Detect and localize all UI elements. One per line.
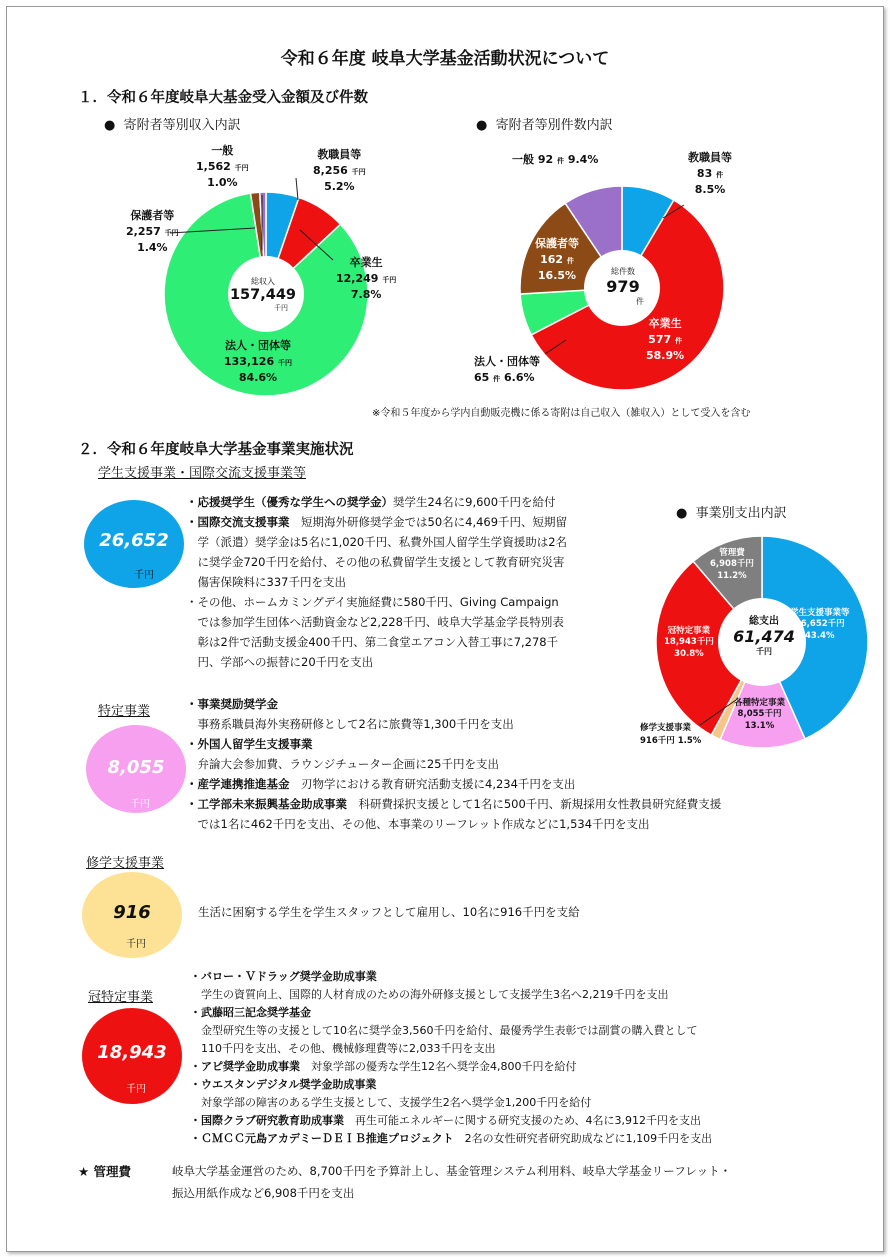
kanri-description bbox=[172, 1160, 731, 1204]
description-line bbox=[190, 1076, 712, 1094]
description-line bbox=[186, 714, 721, 734]
count-label-hogosha: 保護者等 162 件 16.5% bbox=[535, 237, 579, 282]
description-line bbox=[186, 694, 721, 714]
income-label-kyoshoku: 教職員等 8,256 千円 5.2% bbox=[313, 148, 366, 193]
center-unit: 件 bbox=[636, 297, 644, 306]
center-value: 61,474 bbox=[733, 627, 795, 646]
item-text: 円、学部への振替に20千円を支出 bbox=[186, 655, 374, 669]
description-line bbox=[190, 1130, 712, 1148]
description-line bbox=[186, 512, 567, 532]
description-line bbox=[186, 552, 567, 572]
item-text: 対象学部の優秀な学生12名へ奨学金4,800千円を給付 bbox=[300, 1060, 577, 1073]
item-text: 短期海外研修奨学金では50名に4,469千円、短期留 bbox=[289, 515, 568, 529]
item-title: ・国際交流支援事業 bbox=[186, 515, 290, 529]
income-label-sotsugyo: 卒業生 12,249 千円 7.8% bbox=[336, 256, 397, 301]
item-title: ・ＣＭＣＣ元島アカデミーＤＥＩＢ推進プロジェクト bbox=[190, 1132, 454, 1145]
shugaku-heading: 修学支援事業 bbox=[86, 856, 165, 871]
page-title: 令和６年度 岐阜大学基金活動状況について bbox=[280, 49, 610, 69]
item-text: 彰は2件で活動支援金400千円、第二食堂エアコン入替工事に7,278千 bbox=[186, 635, 559, 649]
income-label-hojin: 法人・団体等 133,126 千円 84.6% bbox=[224, 339, 292, 384]
amount-value: 916 bbox=[113, 902, 151, 923]
item-text: 事務系職員海外実務研修として2名に旅費等1,300千円を支出 bbox=[186, 717, 514, 731]
item-text: 科研費採択支援として1名に500千円、新規採用女性教員研究経費支援 bbox=[347, 797, 722, 811]
center-label: 総収入 bbox=[251, 277, 275, 286]
description-line bbox=[186, 572, 567, 592]
description-line bbox=[186, 652, 567, 672]
description-line bbox=[186, 532, 567, 552]
expense-label-kanmuri: 冠特定事業 18,943千円 30.8% bbox=[664, 626, 714, 659]
description-line bbox=[190, 1058, 712, 1076]
kanmuri-amount-circle bbox=[82, 1008, 182, 1104]
description-line bbox=[190, 986, 712, 1004]
amount-unit: 千円 bbox=[130, 799, 150, 810]
count-pie-center bbox=[590, 266, 656, 307]
center-label: 総件数 bbox=[611, 267, 635, 276]
kanri-line: 振込用紙作成など6,908千円を支出 bbox=[172, 1186, 355, 1200]
item-text: に奨学金720千円を給付、その他の私費留学生支援として教育研究災害 bbox=[186, 555, 565, 569]
kanmuri-description bbox=[190, 968, 712, 1148]
shugaku-amount-circle bbox=[82, 872, 182, 958]
item-title: ・武藤昭三記念奨学基金 bbox=[190, 1006, 311, 1019]
item-title: ・アピ奨学金助成事業 bbox=[190, 1060, 300, 1073]
gakusei-heading: 学生支援事業・国際交流支援事業等 bbox=[98, 466, 307, 481]
item-title: ・バロー・Ｖドラッグ奨学金助成事業 bbox=[190, 970, 377, 983]
item-title: ・産学連携推進基金 bbox=[186, 777, 290, 791]
section1-note: ※令和５年度から学内自動販売機に係る寄附は自己収入（雑収入）として受入を含む bbox=[372, 408, 751, 419]
center-value: 157,449 bbox=[229, 287, 297, 303]
item-text: 2名の女性研究者研究助成などに1,109千円を支出 bbox=[453, 1132, 713, 1145]
description-line bbox=[186, 794, 721, 814]
item-text: 傷害保険料に337千円を支出 bbox=[186, 575, 346, 589]
center-value: 979 bbox=[606, 277, 640, 296]
amount-value: 8,055 bbox=[107, 757, 165, 778]
expense-pie-caption: ● 事業別支出内訳 bbox=[676, 506, 787, 521]
description-line bbox=[190, 968, 712, 986]
item-text: 奨学生24名に9,600千円を給付 bbox=[393, 495, 556, 509]
item-text: 110千円を支出、その他、機械修理費等に2,033千円を支出 bbox=[190, 1042, 496, 1055]
section1-heading: １．令和６年度岐阜大基金受入金額及び件数 bbox=[78, 90, 368, 106]
center-unit: 千円 bbox=[756, 647, 772, 656]
item-text: 学生の資質向上、国際的人材育成のための海外研修支援として支援学生3名へ2,219千円を支出 bbox=[190, 988, 669, 1001]
center-label: 総支出 bbox=[749, 616, 779, 627]
expense-label-shugaku: 修学支援事業 916千円 1.5% bbox=[640, 723, 702, 746]
tokutei-description bbox=[186, 694, 721, 834]
amount-unit: 千円 bbox=[126, 939, 146, 950]
item-title: ・ウエスタンデジタル奨学金助成事業 bbox=[190, 1078, 377, 1091]
item-text: 再生可能エネルギーに関する研究支援のため、4名に3,912千円を支出 bbox=[344, 1114, 702, 1127]
amount-unit: 千円 bbox=[134, 570, 154, 581]
description-line bbox=[190, 1112, 712, 1130]
amount-value: 26,652 bbox=[99, 530, 169, 551]
kanri-line: 岐阜大学基金運営のため、8,700千円を予算計上し、基金管理システム利用料、岐阜大学基金リーフレット・ bbox=[172, 1164, 732, 1178]
description-line bbox=[190, 1022, 712, 1040]
item-title: ・国際クラブ研究教育助成事業 bbox=[190, 1114, 344, 1127]
expense-label-kanri: 管理費 6,908千円 11.2% bbox=[710, 548, 754, 581]
description-line bbox=[186, 612, 567, 632]
income-label-hogosha: 保護者等 2,257 千円 1.4% bbox=[126, 209, 179, 254]
kanmuri-heading: 冠特定事業 bbox=[88, 990, 154, 1005]
item-text: では1名に462千円を支出、その他、本事業のリーフレット作成などに1,534千円を支出 bbox=[186, 817, 650, 831]
income-label-ippan: 一般 1,562 千円 1.0% bbox=[196, 144, 249, 189]
description-line bbox=[186, 734, 721, 754]
shugaku-description: 生活に困窮する学生を学生スタッフとして雇用し、10名に916千円を支給 bbox=[198, 905, 580, 919]
section2-heading: ２．令和６年度岐阜大学基金事業実施状況 bbox=[78, 442, 354, 458]
description-line bbox=[186, 814, 721, 834]
count-pie-caption: ● 寄附者等別件数内訳 bbox=[476, 118, 613, 133]
income-pie-center bbox=[226, 276, 300, 313]
kanri-heading: ★ 管理費 bbox=[78, 1164, 132, 1179]
item-title: ・事業奨励奨学金 bbox=[186, 697, 278, 711]
income-pie-caption: ● 寄附者等別収入内訳 bbox=[104, 118, 241, 133]
description-line bbox=[190, 1004, 712, 1022]
item-text: 弁論大会参加費、ラウンジチューター企画に25千円を支出 bbox=[186, 757, 499, 771]
description-line bbox=[190, 1094, 712, 1112]
description-line bbox=[186, 492, 567, 512]
description-line bbox=[186, 592, 567, 612]
tokutei-amount-circle bbox=[86, 725, 186, 813]
description-line bbox=[186, 774, 721, 794]
item-title: ・工学部未来振興基金助成事業 bbox=[186, 797, 347, 811]
center-unit: 千円 bbox=[274, 304, 288, 312]
item-text: 学（派遣）奨学金は5名に1,020千円、私費外国人留学生学資援助は2名 bbox=[186, 535, 568, 549]
count-label-kyoshoku: 教職員等 83 件 8.5% bbox=[688, 151, 732, 196]
gakusei-description bbox=[186, 492, 567, 672]
item-text: 金型研究生等の支援として10名に奨学金3,560千円を給付、最優秀学生表彰では副賞の購入費として bbox=[190, 1024, 698, 1037]
count-label-ippan: 一般 92 件 9.4% bbox=[512, 153, 599, 166]
item-title: ・応援奨学生（優秀な学生への奨学金） bbox=[186, 495, 393, 509]
item-text: では参加学生団体へ活動資金など2,228千円、岐阜大学基金学長特別表 bbox=[186, 615, 564, 629]
item-text: 対象学部の障害のある学生支援として、支援学生2名へ奨学金1,200千円を給付 bbox=[190, 1096, 592, 1109]
count-label-sotsugyo: 卒業生 577 件 58.9% bbox=[646, 317, 685, 362]
tokutei-heading: 特定事業 bbox=[98, 704, 151, 719]
description-line bbox=[186, 754, 721, 774]
item-text: 刃物学における教育研究活動支援に4,234千円を支出 bbox=[289, 777, 576, 791]
gakusei-amount-circle bbox=[84, 500, 184, 588]
count-label-hojin: 法人・団体等 65 件 6.6% bbox=[474, 355, 540, 384]
description-line bbox=[186, 632, 567, 652]
amount-unit: 千円 bbox=[126, 1084, 146, 1095]
expense-label-kakushu: 各種特定事業 8,055千円 13.1% bbox=[734, 698, 786, 731]
item-title: ・外国人留学生支援事業 bbox=[186, 737, 313, 751]
expense-label-gakusei: 学生支援事業等 26,652千円 43.4% bbox=[790, 608, 850, 641]
item-text: ・その他、ホームカミングデイ実施経費に580千円、Giving Campaign bbox=[186, 595, 559, 609]
description-line bbox=[190, 1040, 712, 1058]
amount-value: 18,943 bbox=[97, 1042, 167, 1063]
